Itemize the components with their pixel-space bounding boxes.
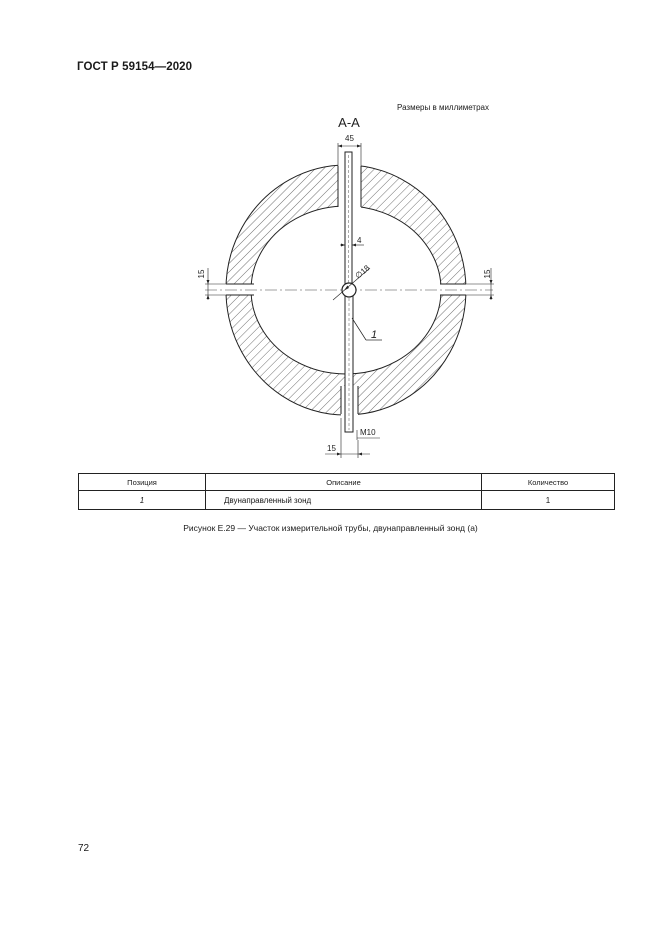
callout-1: 1 [371, 329, 378, 341]
section-label: А-А [338, 115, 360, 130]
cell-description: Двунаправленный зонд [206, 491, 482, 510]
dim-15-left: 15 [197, 269, 206, 279]
probe-head [342, 283, 356, 297]
page-number: 72 [78, 843, 90, 854]
cell-position: 1 [79, 491, 206, 510]
units-note: Размеры в миллиметрах [397, 103, 489, 112]
dim-15-right: 15 [483, 269, 492, 279]
right-port-slot [440, 284, 470, 295]
figure-caption: Рисунок Е.29 — Участок измерительной трубы, двунаправленный зонд (а) [183, 523, 478, 533]
table-header-row [79, 474, 615, 491]
table-row [79, 491, 615, 510]
cell-quantity: 1 [482, 491, 615, 510]
header-position: Позиция [79, 474, 206, 491]
thread-label: M10 [360, 428, 376, 437]
header-quantity: Количество [482, 474, 615, 491]
dim-15-bottom: 15 [327, 444, 336, 453]
header-description: Описание [206, 474, 482, 491]
parts-table [78, 473, 615, 510]
document-code: ГОСТ Р 59154—2020 [77, 61, 193, 73]
dim-45: 45 [345, 134, 354, 143]
dim-4: 4 [357, 236, 362, 245]
left-port-slot [222, 284, 254, 295]
dim-diameter: ∅18 [353, 263, 372, 281]
